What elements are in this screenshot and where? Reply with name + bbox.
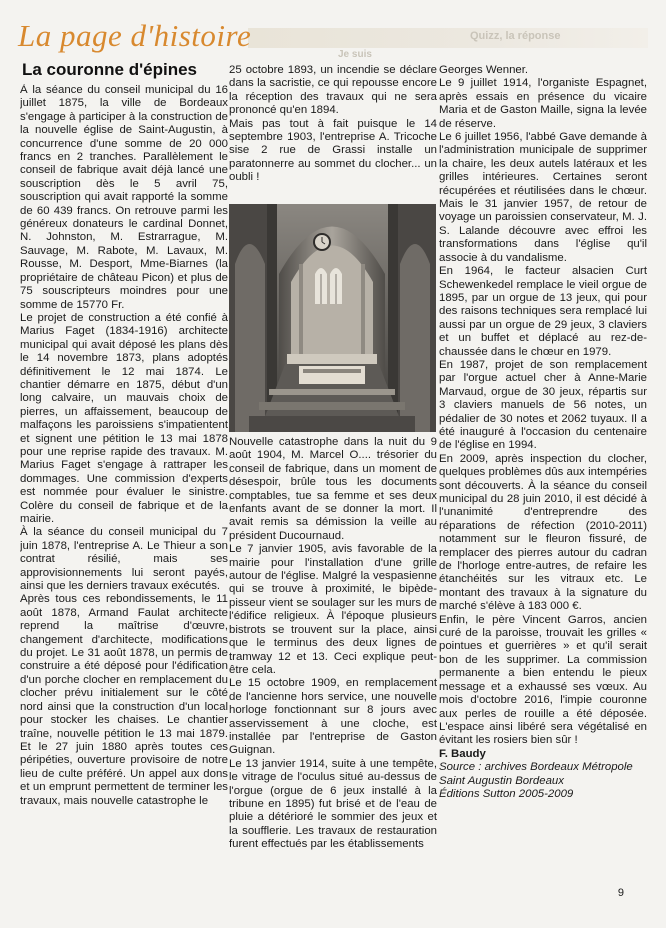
paragraph: Le 15 octobre 1909, en remplacement de l'ancienne hors service, une nouvelle horloge fonctionnant sur 8 jours avec asservissement à une cloche, est installée par l'entreprise de Gaston Guignan. xyxy=(229,677,437,757)
paragraph: Le 7 janvier 1905, avis favorable de la mairie pour l'installation d'une grille autour de l'église. Malgré la vespasienne qui se trouve à proximité, le bipède-pisseur vient se soulager sur les murs de l'édifice religieux. À l'époque plusieurs bistrots se trouvent sur la place, ainsi que le terminus des deux lignes de tramway 12 et 13. Ceci explique peut-être cela. xyxy=(229,543,437,676)
source-line: Saint Augustin Bordeaux xyxy=(439,774,564,787)
paragraph: Georges Wenner. xyxy=(439,64,529,76)
source-line: Source : archives Bordeaux Métropole xyxy=(439,761,633,774)
header-band xyxy=(248,28,648,48)
article-column-2-top xyxy=(229,64,437,202)
article-column-1 xyxy=(20,84,228,910)
paragraph: 25 octobre 1893, un incendie se déclare dans la sacristie, ce qui repousse encore la réception des travaux qui ne sera prononcé qu'en 1894. xyxy=(229,64,437,117)
ghost-text-2: Je suis xyxy=(338,49,372,60)
paragraph: À la séance du conseil municipal du 7 juin 1878, l'entreprise A. Le Thieur a son contrat résilié, mais ses approvisionnements lui seront payés, ainsi que les derniers travaux exécutés. xyxy=(20,526,228,593)
paragraph: En 1987, projet de son remplacement par l'orgue actuel cher à Anne-Marie Marvaud, orgue de 30 jeux, répartis sur 3 claviers manuels de 56 notes, un pédalier de 30 notes et 2062 tuyaux. Il a été inauguré à l'occasion du centenaire de l'église en 1994. xyxy=(439,358,647,452)
paragraph: En 1964, le facteur alsacien Curt Schewenkedel remplace le vieil orgue de 1895, par un orgue de 13 jeux, qui pour des raisons techniques sera remplacé lui aussi par un orgue de 29 jeux, 3 claviers et un buffet et déplacé au rez-de-chaussée dans le chœur en 1979. xyxy=(439,265,647,358)
article-column-3 xyxy=(439,64,647,894)
article-signature xyxy=(439,748,647,802)
paragraph: Le 9 juillet 1914, l'organiste Espagnet, après essais en présence du vicaire Maria et de Gaston Maille, signa la levée de réserve. xyxy=(439,77,647,130)
church-interior-illustration xyxy=(229,204,436,432)
article-column-2-bottom xyxy=(229,436,437,906)
paragraph: Le 6 juillet 1956, l'abbé Gave demande à l'administration municipale de supprimer la chaire, les deux autels latéraux et les grilles intérieures. Certaines seront récupérées et réutilisées dans le chœur. Mais le 31 janvier 1957, de retour de voyage un paroissien conservateur, M. J. S. Lalande découvre avec effroi les transformations dans l'église qu'il associe à du vandalisme. xyxy=(439,131,647,264)
paragraph: Après tous ces rebondissements, le 11 août 1878, Armand Faulat architecte reprend la maîtrise d'œuvre, changement d'architecte, modifications du projet. Le 31 août 1878, un permis de construire a été déposé pour l'édification d'un porche clocher en remplacement du clocher prévu initialement sur le côté nord ainsi que la construction d'un local pour stocker les chaises. Le chantier traîne, nouvelle pétition le 13 mai 1879. Et le 27 juin 1880 après toutes ces péripéties, ouverture provisoire de notre lieu de culte préféré. Un appel aux dons et un emprunt permettent de terminer les travaux, mais nouvelle catastrophe le xyxy=(20,593,228,807)
paragraph: Mais pas tout à fait puisque le 14 septembre 1903, l'entreprise A. Tricoche sise 2 rue de Grassi installe un paratonnerre au sommet du clocher... un oubli ! xyxy=(229,117,437,184)
page-number: 9 xyxy=(617,887,624,899)
ghost-text-1: Quizz, la réponse xyxy=(470,30,561,42)
paragraph: En 2009, après inspection du clocher, quelques problèmes dûs aux intempéries sont découverts. À la séance du conseil municipal du 28 juin 2010, il est décidé à l'unanimité d'entreprendre des réparations de réfection (2010-2011) notamment sur le fleuron fissuré, de remplacer des pierres autour du cadran de l'horloge entre-autres, de refaire les étanchéités sur les vitraux etc. Le montant des travaux à la signature du marché s'élève à 183 000 €. xyxy=(439,452,647,613)
author-name: F. Baudy xyxy=(439,747,486,760)
paragraph: À la séance du conseil municipal du 16 juillet 1875, la ville de Bordeaux s'engage à participer à la construction de la nouvelle église de Saint-Augustin, à concurrence d'une somme de 20 000 francs en 2 tranches. Parallèlement le conseil de fabrique avait déjà lancé une souscription dès le 5 avril 75, souscription qui avait rapporté la somme de 60 439 francs. On retrouve parmi les généreux donateurs le cardinal Donnet, N. Johnston, M. Estrarrague, M. Sauvage, M. Rabote, M. Lavaux, M. Rousse, M. Desport, Mme-Biarnes (la propriétaire de château Picon) et plus de 75 souscripteurs moindres pour une somme de 15770 Fr. xyxy=(20,84,228,311)
paragraph: Le projet de construction a été confié à Marius Faget (1834-1916) architecte municipal qui avait déposé les plans dès le 14 novembre 1873, plans adoptés définitivement le 12 mai 1874. Le chantier démarre en 1875, début d'un long calvaire, un mauvais choix de pierres, un affaissement, beaucoup de malfaçons les paroissiens s'impatientent et signent une pétition le 13 mai 1878 pour une reprise rapide des travaux. M. Marius Faget s'engage à rattraper les dommages. Une commission d'experts est nommée pour évaluer le sinistre. Colère du conseil de fabrique et de la mairie. xyxy=(20,311,228,525)
article-title: La couronne d'épines xyxy=(22,60,198,79)
paragraph: Le 13 janvier 1914, suite à une tempête, le vitrage de l'oculus situé au-dessus de l'orgue (orgue de 6 jeux installé à la tribune en 1895) fut brisé et de l'eau de pluie a détérioré le sommier des jeux et la soufflerie. Les travaux de restauration furent effectués par les établissements xyxy=(229,757,437,851)
paragraph: Enfin, le père Vincent Garros, ancien curé de la paroisse, trouvait les grilles « pointues et guerrières » et qu'il serait bon de les supprimer. La commission permanente a bien entendu le pieux message et a exhaussé ses vœux. Au mois d'octobre 2016, l'impie couronne aux perles de rouille a été déposée. L'espace ainsi libéré sera végétalisé en évitant les rosiers bien sûr ! xyxy=(439,613,647,747)
church-interior-photo xyxy=(229,204,436,432)
page-header-title: La page d'histoire xyxy=(18,18,252,53)
paragraph: Nouvelle catastrophe dans la nuit du 9 août 1904, M. Marcel O.... trésorier du conseil de fabrique, dans un moment de désespoir, brûle tous les documents comptables, tue sa femme et ses deux enfants avant de se donner la mort. Il avait remis sa démission la veille au président Ducournaud. xyxy=(229,436,437,542)
source-line: Éditions Sutton 2005-2009 xyxy=(439,787,574,800)
